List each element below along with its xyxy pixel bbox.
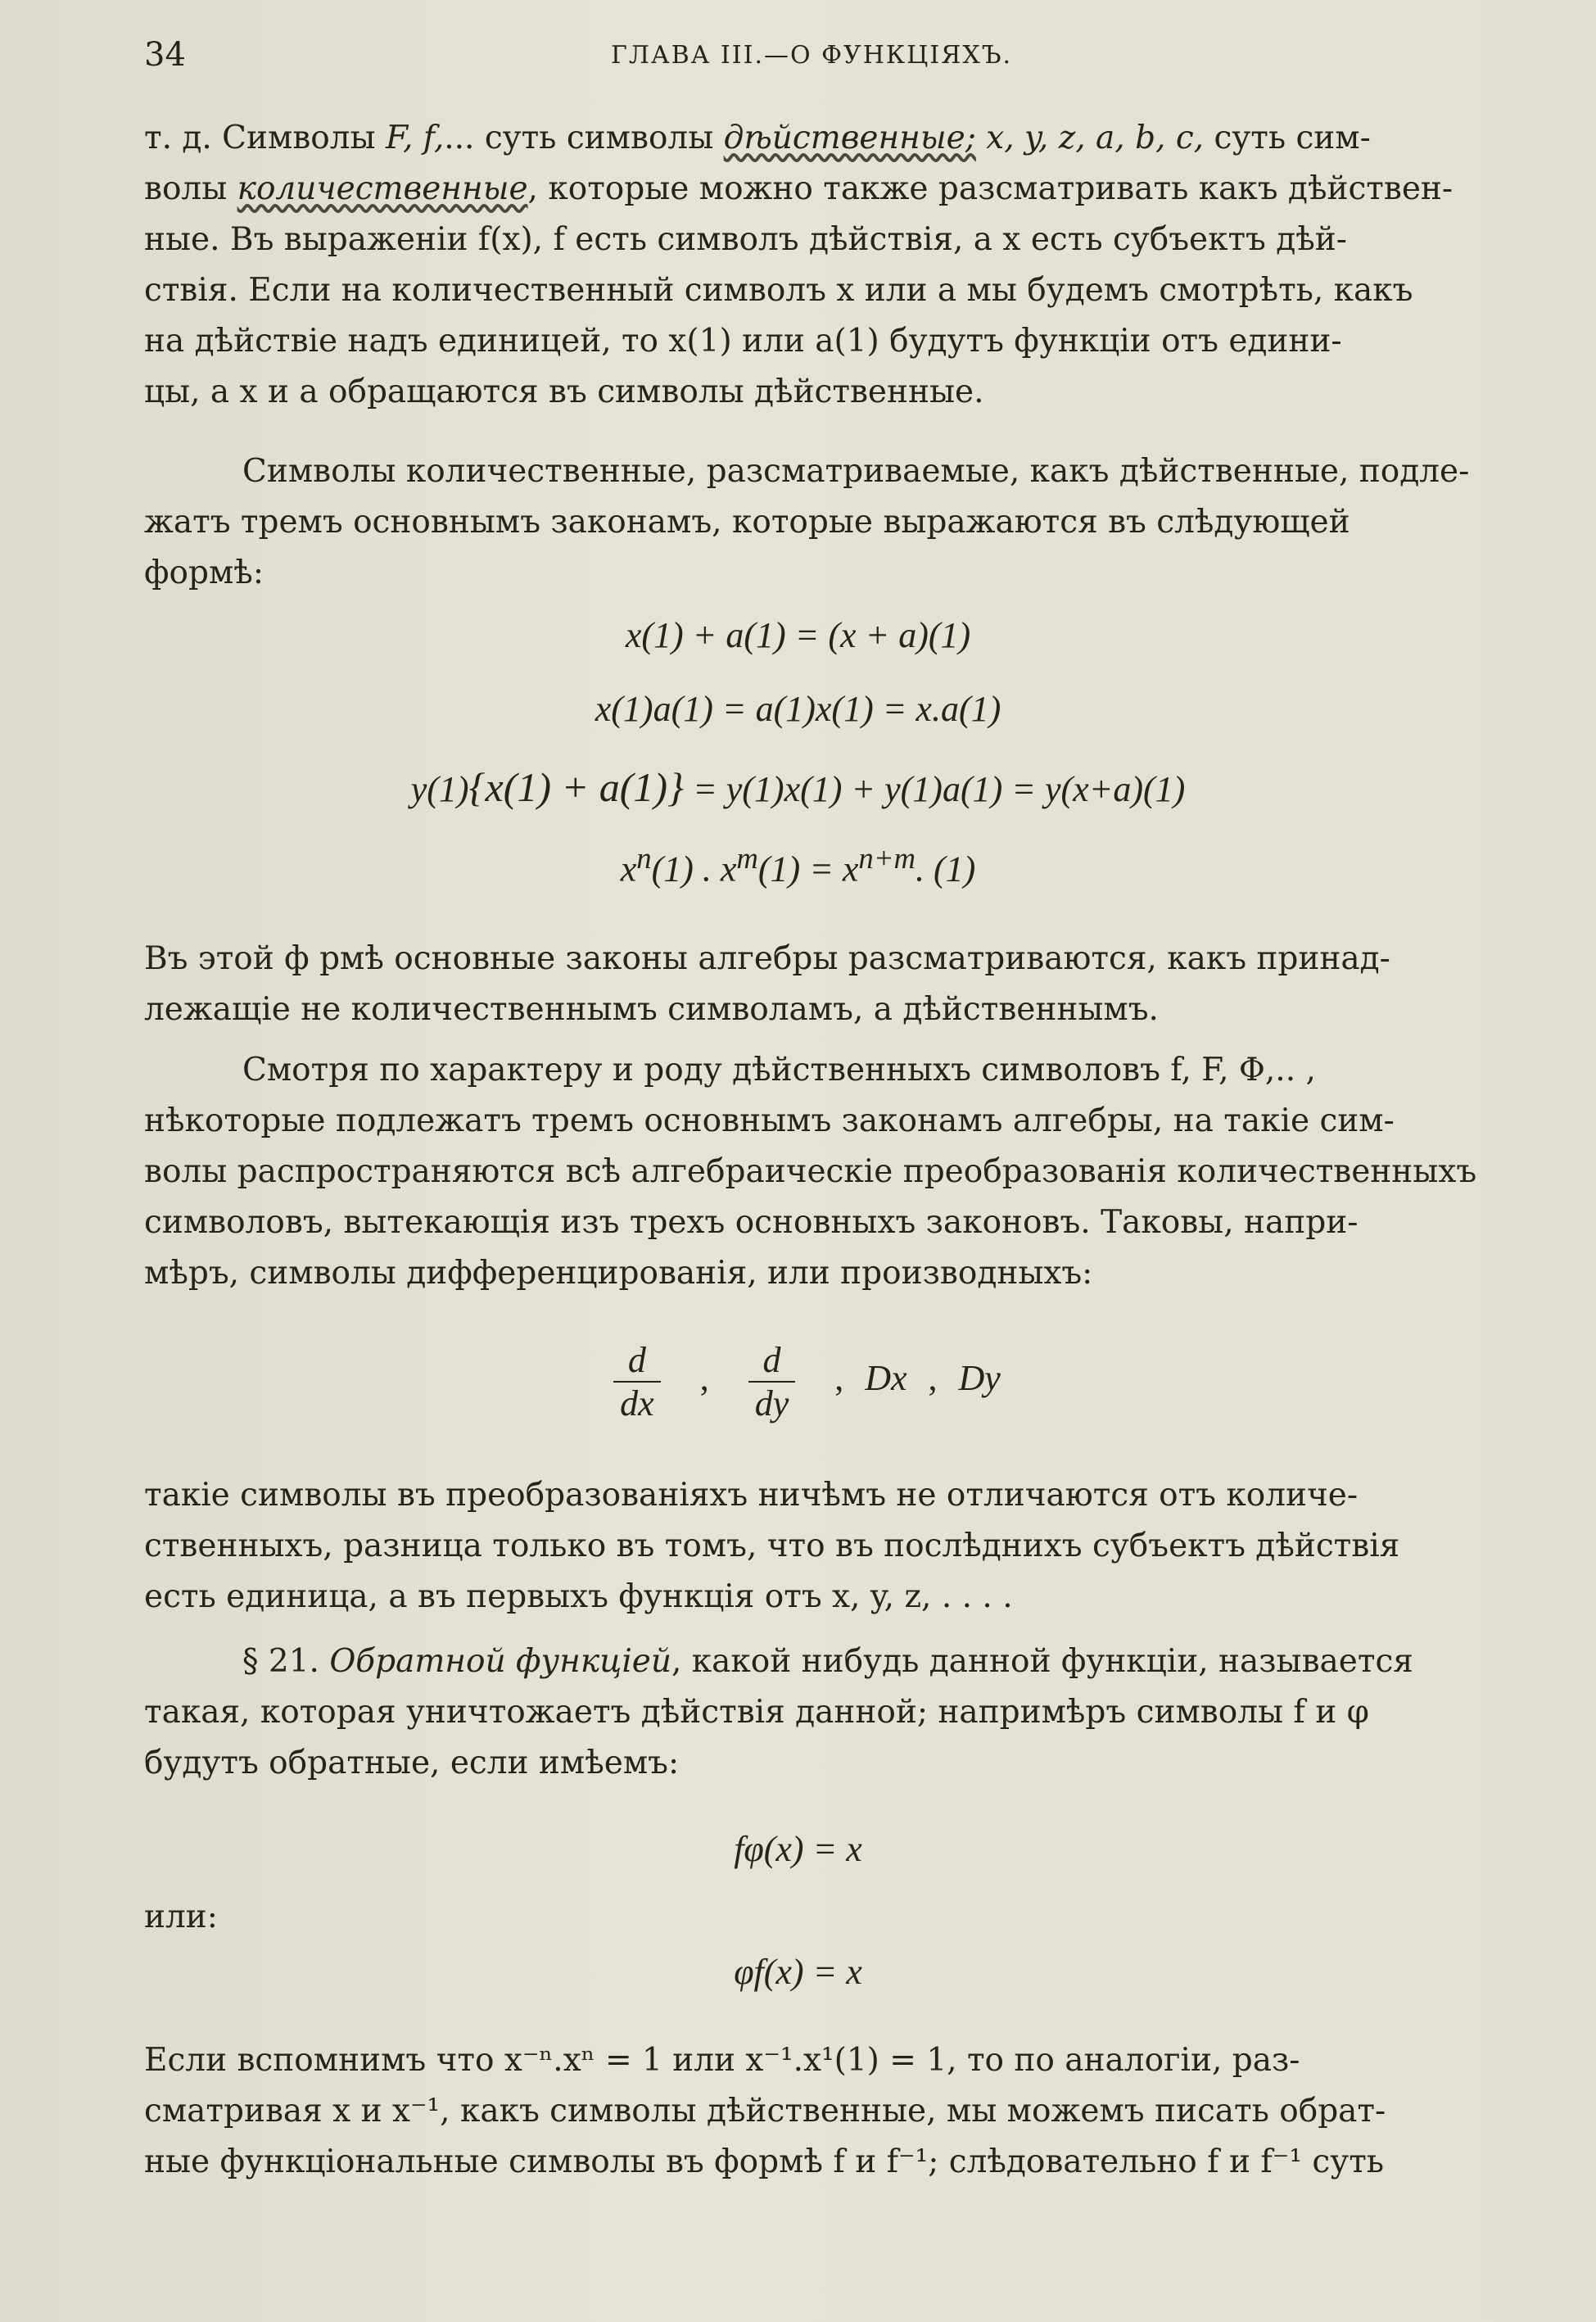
paragraph-4-line-2: нѣкоторые подлежатъ тремъ основнымъ законамъ алгебры, на такіе сим- bbox=[144, 1102, 1395, 1139]
paragraph-1-line-4: ствія. Если на количественный символъ x или a мы будемъ смотрѣть, какъ bbox=[144, 272, 1413, 309]
running-head: ГЛАВА III.—О ФУНКЦІЯХЪ. bbox=[611, 41, 1013, 70]
paragraph-1-line-5: на дѣйствіе надъ единицей, то x(1) или a(1) будутъ функціи отъ едини- bbox=[144, 323, 1342, 360]
paragraph-5-line-2: ственныхъ, разница только въ томъ, что въ послѣднихъ субъектъ дѣйствія bbox=[144, 1528, 1400, 1564]
term-kolichestvennye: количественные bbox=[237, 170, 528, 207]
operator-dx: Dx bbox=[865, 1358, 907, 1399]
paragraph-4 bbox=[144, 1045, 1520, 1299]
paragraph-6 bbox=[144, 1636, 1520, 1789]
paragraph-1-line-2: волы количественные, которые можно также разсматривать какъ дѣйствен- bbox=[144, 170, 1454, 207]
formula-law-2: x(1)a(1) = a(1)x(1) = x.a(1) bbox=[595, 689, 1001, 729]
paragraph-1-line-6: цы, а x и a обращаются въ символы дѣйственные. bbox=[144, 373, 984, 410]
paragraph-1 bbox=[144, 113, 1520, 418]
paragraph-2 bbox=[144, 446, 1520, 599]
paragraph-4-line-1: Смотря по характеру и роду дѣйственныхъ символовъ f, F, Φ,.. , bbox=[242, 1052, 1316, 1089]
paragraph-1-line-3: ные. Въ выраженіи f(x), f есть символъ дѣйствія, а x есть субъектъ дѣй- bbox=[144, 221, 1347, 258]
paragraph-7-line-1: Если вспомнимъ что x⁻ⁿ.xⁿ = 1 или x⁻¹.x¹(1) = 1, то по аналогіи, раз- bbox=[144, 2042, 1300, 2079]
formula-law-3: y(1){x(1) + a(1)} = y(1)x(1) + y(1)a(1) = y(x+a)(1) bbox=[410, 764, 1186, 810]
paragraph-6-line-1: § 21. Обратной функціей, какой нибудь данной функціи, называется bbox=[242, 1643, 1413, 1680]
paragraph-6-line-3: будутъ обратные, если имѣемъ: bbox=[144, 1745, 680, 1781]
paragraph-7-line-3: ные функціональные символы въ формѣ f и f⁻¹; слѣдовательно f и f⁻¹ суть bbox=[144, 2143, 1385, 2180]
paragraph-3 bbox=[144, 934, 1520, 1035]
term-deistvennye: дѣйственные; bbox=[723, 120, 976, 156]
word-or: или: bbox=[144, 1899, 218, 1935]
paragraph-5-line-3: есть единица, а въ первыхъ функція отъ x, y, z, . . . . bbox=[144, 1578, 1013, 1615]
word-or-block bbox=[144, 1892, 1520, 1943]
formula-derivatives: $\frac{d}{dx}$ , $\frac{d}{dy}$ , Dx , Dy bbox=[0, 1339, 1596, 1424]
formula-law-1: x(1) + a(1) = (x + a)(1) bbox=[625, 615, 971, 655]
paragraph-6-line-2: такая, которая уничтожаетъ дѣйствія данной; напримѣръ символы f и φ bbox=[144, 1694, 1369, 1731]
paragraph-5 bbox=[144, 1470, 1520, 1623]
formula-inverse-2: φf(x) = x bbox=[734, 1952, 862, 1992]
paragraph-2-line-3: формѣ: bbox=[144, 554, 264, 591]
paragraph-7 bbox=[144, 2035, 1520, 2188]
paragraph-1-line-1: т. д. Символы F, f,... суть символы дѣйственные; x, y, z, a, b, c, суть сим- bbox=[144, 120, 1371, 156]
paragraph-3-line-1: Въ этой ф рмѣ основные законы алгебры разсматриваются, какъ принад- bbox=[144, 940, 1390, 977]
operator-dy: Dy bbox=[958, 1358, 1001, 1399]
formula-law-4: $x^n(1)$ . $x^m(1) = x^{n+m}$. (1) bbox=[620, 841, 976, 889]
paragraph-5-line-1: такіе символы въ преобразованіяхъ ничѣмъ не отличаются отъ количе- bbox=[144, 1477, 1359, 1514]
formula-inverse-1: fφ(x) = x bbox=[734, 1829, 862, 1869]
paragraph-4-line-5: мѣръ, символы дифференцированія, или производныхъ: bbox=[144, 1255, 1093, 1292]
paragraph-4-line-4: символовъ, вытекающія изъ трехъ основныхъ законовъ. Таковы, напри- bbox=[144, 1204, 1359, 1241]
fraction-d-dy: $\frac{d}{dy}$ bbox=[748, 1339, 796, 1424]
page-number: 34 bbox=[144, 36, 186, 74]
fraction-d-dx: $\frac{d}{dx}$ bbox=[613, 1339, 661, 1424]
paragraph-2-line-2: жатъ тремъ основнымъ законамъ, которые выражаются въ слѣдующей bbox=[144, 504, 1350, 541]
paragraph-2-line-1: Символы количественные, разсматриваемые, какъ дѣйственные, подле- bbox=[242, 453, 1470, 490]
paragraph-7-line-2: сматривая x и x⁻¹, какъ символы дѣйственные, мы можемъ писать обрат- bbox=[144, 2093, 1386, 2130]
paragraph-4-line-3: волы распространяются всѣ алгебраическіе преобразованія количественныхъ bbox=[144, 1153, 1477, 1190]
page-header bbox=[144, 36, 1520, 85]
paragraph-3-line-2: лежащіе не количественнымъ символамъ, а дѣйственнымъ. bbox=[144, 991, 1159, 1028]
